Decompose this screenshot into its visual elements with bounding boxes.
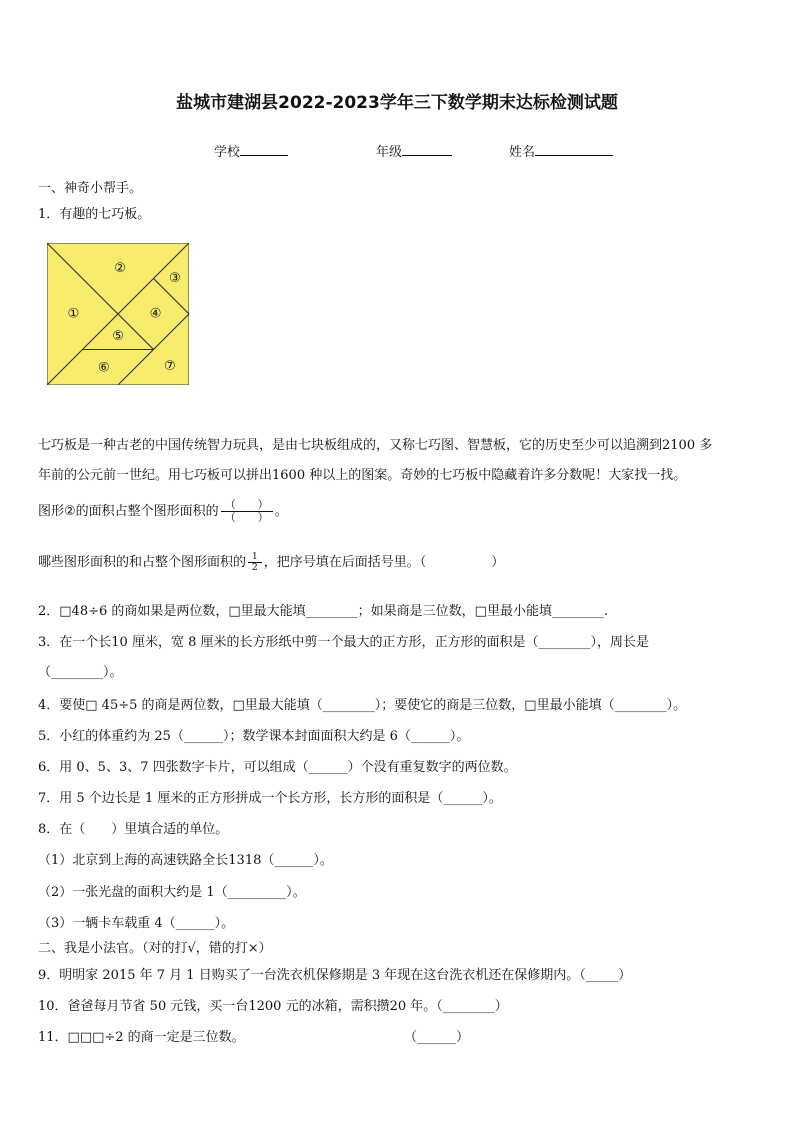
- question-1-title: 1．有趣的七巧板。: [38, 207, 151, 222]
- name-label: 姓名: [509, 145, 536, 160]
- sub1-fraction-numerator[interactable]: （ ）: [221, 499, 273, 512]
- name-blank[interactable]: [535, 141, 613, 156]
- question-5[interactable]: 5．小红的体重约为 25（______）；数学课本封面面积大约是 6（______）。: [38, 729, 470, 744]
- label-5: ⑤: [112, 328, 124, 344]
- sub2-fraction: [248, 552, 262, 573]
- question-8-part-3[interactable]: （3）一辆卡车载重 4（______）。: [38, 916, 235, 931]
- tangram-figure: [47, 243, 189, 385]
- label-2: ②: [114, 260, 126, 276]
- sub1-suffix: 。: [274, 504, 288, 519]
- sub2-fraction-denominator: 2: [252, 563, 258, 573]
- sub1-fraction-blank[interactable]: [221, 499, 273, 524]
- sub2-fraction-numerator: 1: [248, 552, 262, 563]
- question-11: 11．□□□÷2 的商一定是三位数。: [38, 1030, 245, 1045]
- tangram-paragraph-line-2: 年前的公元前一世纪。用七巧板可以拼出1600 种以上的图案。奇妙的七巧板中隐藏着许多分数呢！大家找一找。: [38, 468, 687, 483]
- question-10[interactable]: 10．爸爸每月节省 50 元钱，买一台1200 元的冰箱，需积攒20 年。（________）: [38, 999, 508, 1014]
- question-9[interactable]: 9．明明家 2015 年 7 月 1 日购买了一台洗衣机保修期是 3 年现在这台洗衣机还在保修期内。（_____）: [38, 968, 632, 983]
- question-8-part-2[interactable]: （2）一张光盘的面积大约是 1（_________）。: [38, 885, 306, 900]
- label-3: ③: [168, 271, 181, 286]
- sub1-middle: 的面积占整个图形面积的: [75, 504, 219, 519]
- section-1-heading: 一、神奇小帮手。: [38, 181, 143, 196]
- question-4[interactable]: 4．要使□ 45÷5 的商是两位数，□里最大能填（________）；要使它的商是三位数，□里最小能填（________）。: [38, 698, 687, 713]
- question-11-blank[interactable]: （______）: [404, 1030, 470, 1045]
- grade-blank[interactable]: [402, 141, 452, 156]
- sub1-fraction-denominator[interactable]: （ ）: [224, 511, 269, 524]
- question-2[interactable]: 2．□48÷6 的商如果是两位数，□里最大能填________；如果商是三位数，□里最小能填________.: [38, 604, 609, 619]
- section-2-heading: 二、我是小法官。（对的打√，错的打×）: [38, 941, 272, 956]
- name-field[interactable]: [509, 141, 613, 160]
- school-label: 学校: [214, 145, 241, 160]
- label-1: ①: [67, 306, 80, 322]
- question-6[interactable]: 6．用 0、5、3、7 四张数字卡片，可以组成（______）个没有重复数字的两位数。: [38, 760, 517, 775]
- page-title: 盐城市建湖县2022-2023学年三下数学期末达标检测试题: [176, 93, 618, 113]
- question-1-sub-2: [38, 549, 504, 577]
- question-7[interactable]: 7．用 5 个边长是 1 厘米的正方形拼成一个长方形，长方形的面积是（______）。: [38, 791, 502, 806]
- question-3-line-2[interactable]: （________）。: [38, 665, 123, 680]
- sub2-prefix: 哪些图形面积的和占整个图形面积的: [38, 555, 247, 570]
- grade-field[interactable]: [376, 141, 452, 160]
- question-1-sub-1: [38, 497, 288, 527]
- school-field[interactable]: [214, 141, 288, 160]
- tangram-paragraph-line-1: 七巧板是一种古老的中国传统智力玩具，是由七块板组成的，又称七巧图、智慧板，它的历史至少可以追溯到2100 多: [38, 438, 713, 453]
- question-8: 8．在（ ）里填合适的单位。: [38, 822, 229, 837]
- label-6: ⑥: [97, 360, 110, 376]
- question-3-line-1[interactable]: 3．在一个长10 厘米，宽 8 厘米的长方形纸中剪一个最大的正方形，正方形的面积是（________），周长是: [38, 635, 649, 650]
- label-4: ④: [149, 306, 162, 322]
- sub1-prefix: 图形: [38, 504, 65, 519]
- school-blank[interactable]: [240, 141, 288, 156]
- sub2-suffix[interactable]: ，把序号填在后面括号里。（ ）: [263, 555, 505, 570]
- question-8-part-1[interactable]: （1）北京到上海的高速铁路全长1318（______）。: [38, 853, 333, 868]
- sub1-circled-2: ②: [64, 504, 76, 519]
- label-7: ⑦: [163, 359, 176, 375]
- grade-label: 年级: [376, 145, 403, 160]
